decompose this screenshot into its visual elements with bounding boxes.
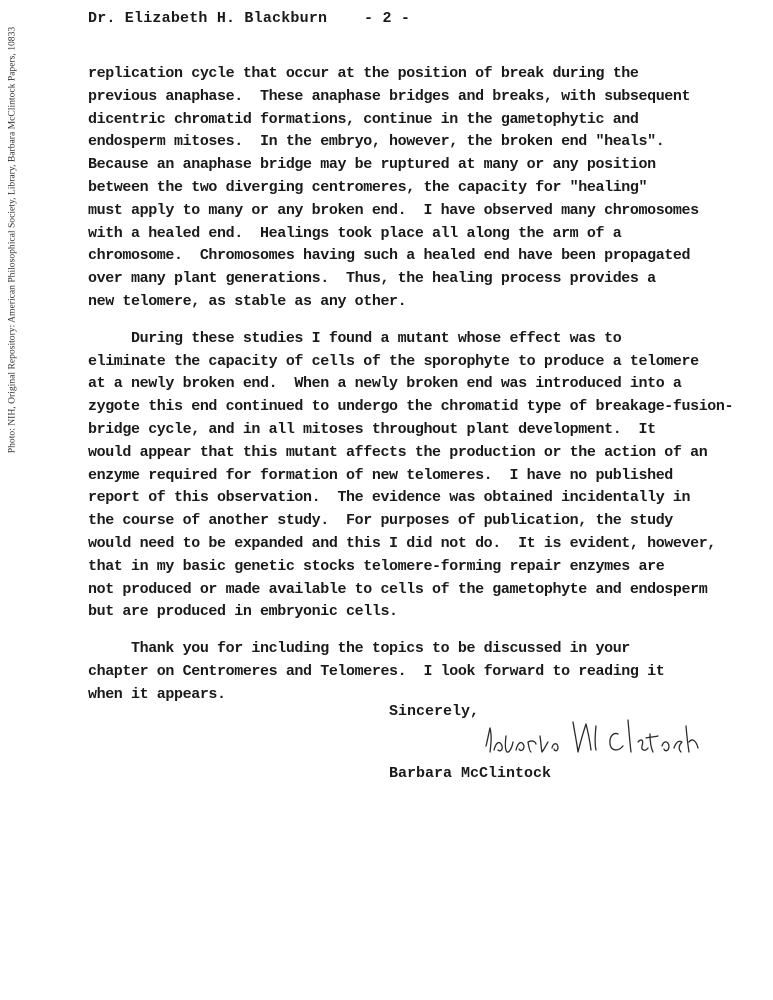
text-line: replication cycle that occur at the position of break during the — [88, 65, 639, 82]
text-line: Because an anaphase bridge may be ruptured at many or any position — [88, 156, 656, 174]
text-line: the course of another study. For purposes of publication, the study — [88, 512, 673, 530]
text-line: chromosome. Chromosomes having such a healed end have been propagated — [88, 247, 691, 265]
paragraph — [88, 63, 773, 314]
text-line: that in my basic genetic stocks telomere-forming repair enzymes are — [88, 557, 665, 575]
text-line: not produced or made available to cells of the gametophyte and endosperm — [88, 580, 708, 598]
text-line: During these studies I found a mutant whose effect was to — [88, 329, 622, 347]
text-line: eliminate the capacity of cells of the sporophyte to produce a telomere — [88, 352, 699, 370]
text-line: zygote this end continued to undergo the chromatid type of breakage-fusion- — [88, 398, 734, 416]
text-line: chapter on Centromeres and Telomeres. I look forward to reading it — [88, 662, 665, 680]
text-line: new telomere, as stable as any other. — [88, 292, 407, 310]
text-line: would need to be expanded and this I did not do. It is evident, however, — [88, 534, 716, 552]
text-line: when it appears. — [88, 685, 226, 703]
text-line: at a newly broken end. When a newly broken end was introduced into a — [88, 375, 682, 393]
text-line: report of this observation. The evidence was obtained incidentally in — [88, 489, 691, 507]
paragraph — [88, 638, 773, 706]
letter-body — [88, 63, 773, 707]
text-line: bridge cycle, and in all mitoses throughout plant development. It — [88, 420, 656, 438]
text-line: must apply to many or any broken end. I have observed many chromosomes — [88, 201, 699, 219]
paragraph — [88, 328, 773, 624]
photo-credit — [0, 0, 24, 480]
text-line: would appear that this mutant affects the production or the action of an — [88, 443, 708, 461]
text-line: dicentric chromatid formations, continue in the gametophytic and — [88, 110, 639, 128]
closing: Sincerely, — [389, 703, 480, 720]
text-line: but are produced in embryonic cells. — [88, 603, 398, 621]
handwritten-signature — [478, 712, 713, 772]
text-line: Thank you for including the topics to be discussed in your — [88, 640, 630, 658]
page-header: Dr. Elizabeth H. Blackburn - 2 - — [88, 10, 411, 27]
text-line: enzyme required for formation of new telomeres. I have no published — [88, 466, 673, 484]
signer-name: Barbara McClintock — [389, 765, 552, 782]
text-line: over many plant generations. Thus, the healing process provides a — [88, 270, 656, 288]
text-line: previous anaphase. These anaphase bridges and breaks, with subsequent — [88, 87, 691, 105]
text-line: with a healed end. Healings took place all along the arm of a — [88, 224, 622, 242]
photo-credit-text: Photo: NIH, Original Repository: American Philosophical Society, Library, Barbara McClintock Papers, 10833 — [6, 26, 18, 454]
text-line: endosperm mitoses. In the embryo, however, the broken end "heals". — [88, 133, 665, 151]
text-line: between the two diverging centromeres, the capacity for "healing" — [88, 178, 648, 196]
